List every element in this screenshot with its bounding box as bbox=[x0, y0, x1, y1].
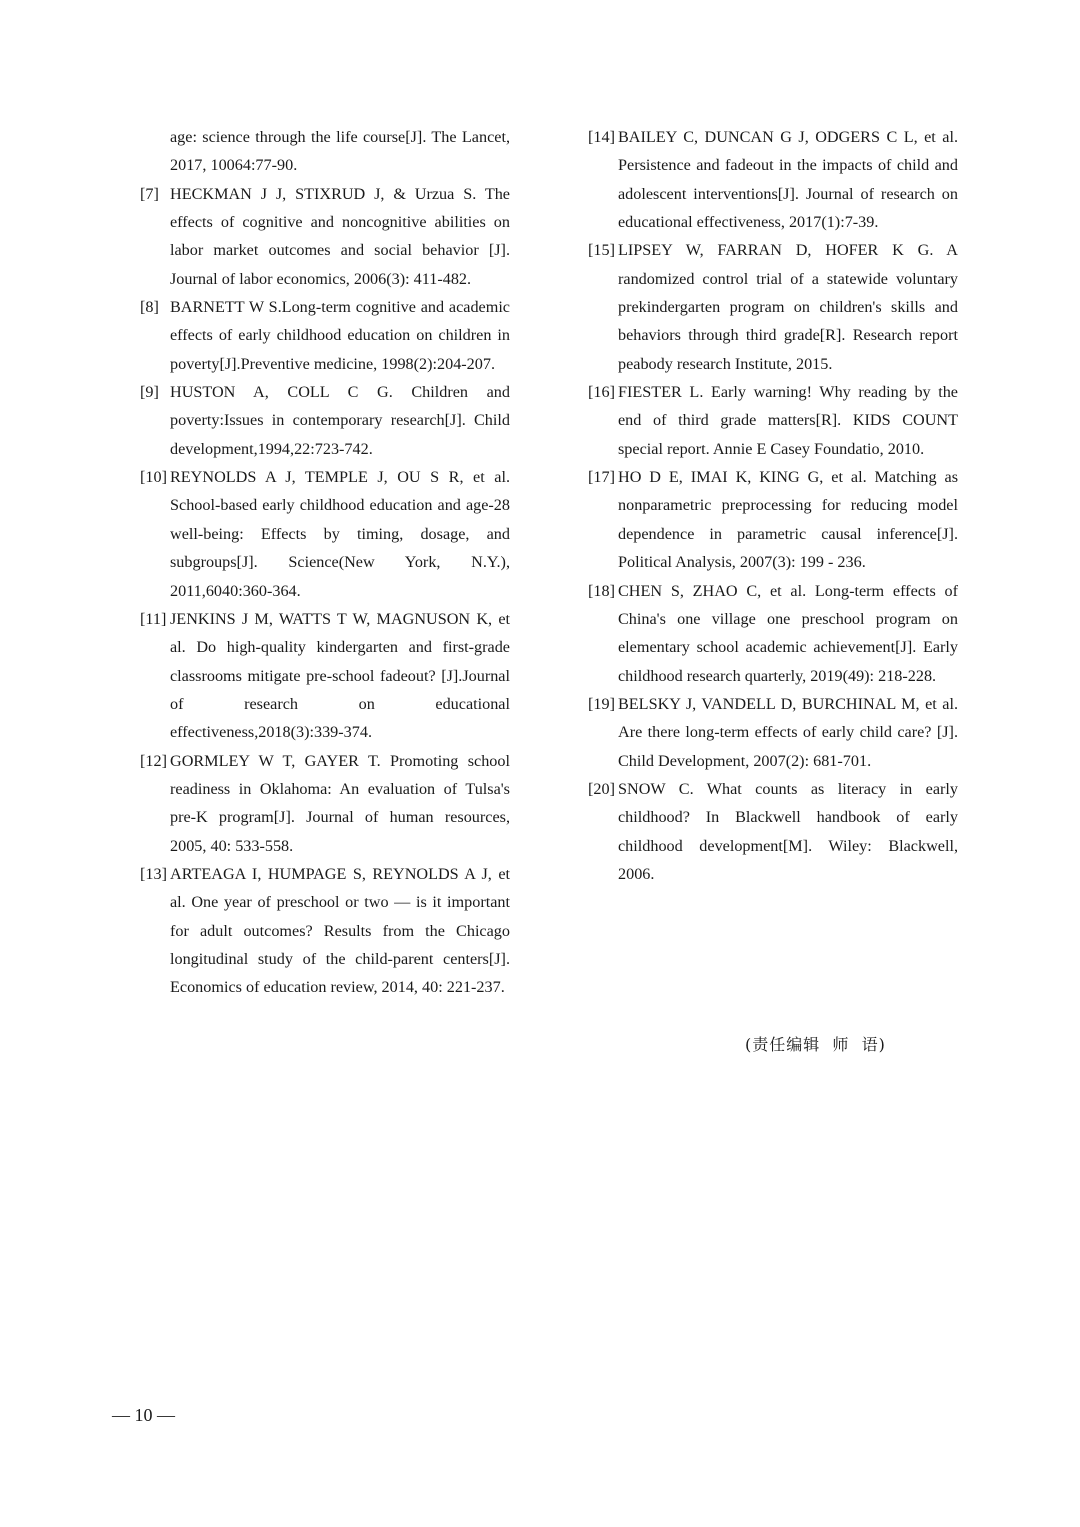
editor-note: (责任编辑 师 语) bbox=[745, 1035, 886, 1054]
reference-item bbox=[140, 605, 510, 747]
reference-number: [9] bbox=[140, 383, 159, 402]
left-column bbox=[140, 123, 510, 1002]
reference-item bbox=[140, 180, 510, 293]
reference-item bbox=[588, 577, 958, 690]
reference-text: GORMLEY W T, GAYER T. Promoting school readiness in Oklahoma: An evaluation of Tulsa's pre-K program[J]. Journal of human resources, 2005, 40: 533-558. bbox=[170, 751, 510, 855]
page-number: — 10 — bbox=[112, 1405, 175, 1425]
reference-text: BARNETT W S.Long-term cognitive and academic effects of early childhood education on children in poverty[J].Preventive medicine, 1998(2):204-207. bbox=[170, 298, 510, 373]
reference-text: HECKMAN J J, STIXRUD J, & Urzua S. The effects of cognitive and noncognitive abilities on labor market outcomes and social behavior [J]. Journal of labor economics, 2006(3): 411-482. bbox=[170, 184, 510, 288]
reference-item bbox=[588, 775, 958, 888]
reference-item bbox=[588, 378, 958, 463]
reference-number: [20] bbox=[588, 779, 615, 798]
reference-number: [17] bbox=[588, 468, 615, 487]
reference-text: SNOW C. What counts as literacy in early childhood? In Blackwell handbook of early childhood development[M]. Wiley: Blackwell, 2006. bbox=[618, 779, 958, 883]
reference-text: REYNOLDS A J, TEMPLE J, OU S R, et al. School-based early childhood education and age-28 well-being: Effects by timing, dosage, and subgroups[J]. Science(New York, N.Y.), 2011,6040:360-364. bbox=[170, 468, 510, 600]
reference-number: [7] bbox=[140, 184, 159, 203]
reference-number: [10] bbox=[140, 468, 167, 487]
reference-text: HO D E, IMAI K, KING G, et al. Matching as nonparametric preprocessing for reducing model dependence in parametric causal inference[J]. Political Analysis, 2007(3): 199 - 236. bbox=[618, 468, 958, 572]
reference-item bbox=[140, 293, 510, 378]
reference-number: [19] bbox=[588, 694, 615, 713]
reference-number: [13] bbox=[140, 864, 167, 883]
reference-text: LIPSEY W, FARRAN D, HOFER K G. A randomized control trial of a statewide voluntary prekindergarten program on children's skills and behaviors through third grade[R]. Research report peabody research Institute, 2015. bbox=[618, 241, 958, 373]
reference-number: [15] bbox=[588, 241, 615, 260]
reference-text: BELSKY J, VANDELL D, BURCHINAL M, et al. Are there long-term effects of early child care? [J]. Child Development, 2007(2): 681-701. bbox=[618, 694, 958, 770]
reference-number: [14] bbox=[588, 128, 615, 146]
reference-number: [18] bbox=[588, 581, 615, 600]
reference-item bbox=[140, 378, 510, 463]
reference-item bbox=[140, 860, 510, 1002]
reference-text: JENKINS J M, WATTS T W, MAGNUSON K, et al. Do high-quality kindergarten and first-grade classrooms mitigate pre-school fadeout? [J].Journal of research on educational effectiveness,2018(3):339-374. bbox=[170, 609, 510, 742]
reference-text: CHEN S, ZHAO C, et al. Long-term effects of China's one village one preschool program on elementary school academic achievement[J]. Early childhood research quarterly, 2019(49): 218-228. bbox=[618, 581, 958, 685]
reference-item bbox=[588, 690, 958, 775]
reference-text: ARTEAGA I, HUMPAGE S, REYNOLDS A J, et al. One year of preschool or two — is it important for adult outcomes? Results from the Chicago longitudinal study of the child-parent centers[J]. Economics of education review, 2014, 40: 221-237. bbox=[170, 864, 510, 997]
reference-text: FIESTER L. Early warning! Why reading by the end of third grade matters[R]. KIDS COUNT special report. Annie E Casey Foundatio, 2010. bbox=[618, 383, 958, 458]
reference-number: [11] bbox=[140, 609, 167, 628]
reference-item bbox=[140, 747, 510, 860]
reference-number: [12] bbox=[140, 751, 167, 770]
reference-item bbox=[140, 463, 510, 605]
reference-item bbox=[588, 236, 958, 378]
right-column bbox=[588, 123, 958, 888]
reference-text: HUSTON A, COLL C G. Children and poverty:Issues in contemporary research[J]. Child development,1994,22:723-742. bbox=[170, 383, 510, 458]
reference-item bbox=[588, 123, 958, 236]
reference-number: [8] bbox=[140, 298, 159, 317]
reference-text: BAILEY C, DUNCAN G J, ODGERS C L, et al. Persistence and fadeout in the impacts of child and adolescent interventions[J]. Journal of research on educational effectiveness, 2017(1):7-39. bbox=[618, 128, 958, 232]
reference-item bbox=[588, 463, 958, 576]
reference-number: [16] bbox=[588, 383, 615, 402]
reference-continuation: age: science through the life course[J]. The Lancet, 2017, 10064:77-90. bbox=[170, 128, 510, 175]
